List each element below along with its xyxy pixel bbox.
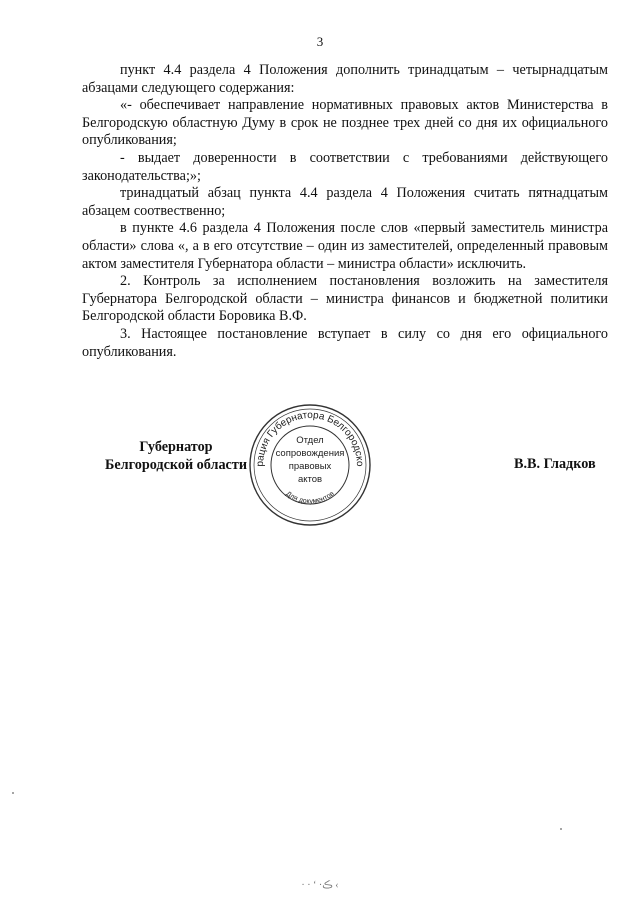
paragraph: в пункте 4.6 раздела 4 Положения после слов «первый заместитель министра области» слова «, а в его отсутствие – один из заместителей, определенный правовым актом заместителя Губернатора области – министра области» исключить. [82,220,608,272]
paragraph: пункт 4.4 раздела 4 Положения дополнить тринадцатым – четырнадцатым абзацами следующего содержания: [82,62,608,96]
scan-speck [560,828,562,830]
stamp-center-line: актов [297,474,323,485]
stamp-graphic [241,392,375,530]
signature-block [0,392,640,530]
paragraph: «- обеспечивает направление нормативных правовых актов Министерства в Белгородскую областную Думу в срок не позднее трех дней со дня их официального опубликования; [82,97,608,149]
paragraph: тринадцатый абзац пункта 4.4 раздела 4 Положения считать пятнадцатым абзацем соотвественно; [82,185,608,219]
stamp-ring-text: Администрация Губернатора Белгородской области [241,392,366,467]
body-text [82,62,608,361]
stamp-center-line: сопровождения [275,448,345,459]
stamp-center-line: Отдел [296,435,324,446]
scan-speck [12,792,14,794]
paragraph: - выдает доверенности в соответствии с требованиями действующего законодательства;»; [82,149,608,184]
signatory-name: В.В. Гладков [514,456,596,472]
stamp-bottom-text: Для документов [284,490,336,506]
scan-marks: · · ‘ ·ڪ ‹ [301,880,339,891]
official-stamp [241,392,375,530]
signatory-title-line1: Губернатор [139,439,213,455]
page-number: 3 [316,34,324,49]
signatory-title-line2: Белгородской области [105,457,247,473]
paragraph: 3. Настоящее постановление вступает в силу со дня его официального опубликования. [82,325,608,360]
stamp-center-line: правовых [288,461,332,472]
signatory-title [96,438,256,474]
paragraph: 2. Контроль за исполнением постановления возложить на заместителя Губернатора Белгородской области – министра финансов и бюджетной политики Белгородской области Боровика В.Ф. [82,273,608,325]
